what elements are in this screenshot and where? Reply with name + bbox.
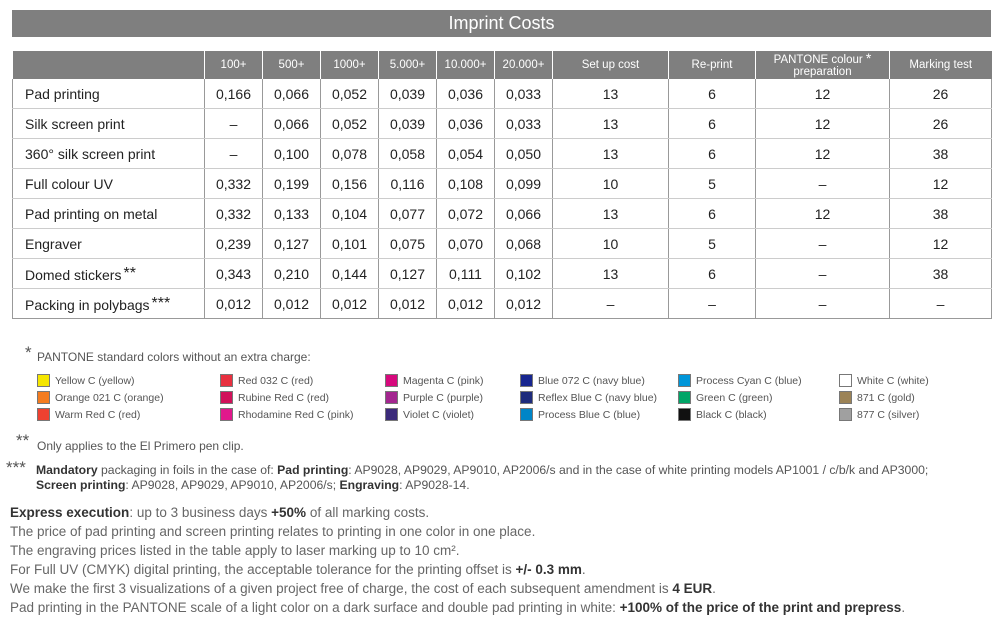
row-label [13,229,205,259]
row-label-text: Engraver [25,235,82,252]
table-cell: 0,012 [437,289,495,319]
table-row [13,259,992,289]
color-swatch-icon [220,391,233,404]
table-cell: – [756,289,890,319]
vis-t2: . [712,581,716,596]
pantone-swatch [220,389,354,406]
header-cell: Set up cost [553,51,669,79]
table-cell: 12 [756,139,890,169]
note-line: The engraving prices listed in the table apply to laser marking up to 10 cm². [10,543,460,558]
pantone-swatch [37,372,164,389]
vis-t1: We make the first 3 visualizations of a given project free of charge, the cost of each subsequent amendment is [10,581,673,596]
table-cell: 5 [669,229,756,259]
header-cell: 500+ [263,51,321,79]
pantone-swatch [839,372,929,389]
terms-notes [10,503,905,617]
table-cell: 0,066 [495,199,553,229]
table-row [13,199,992,229]
table-cell: 6 [669,199,756,229]
header-cell: 100+ [205,51,263,79]
table-cell: – [205,139,263,169]
swatch-label: Purple C (purple) [403,391,483,404]
header-cell: 5.000+ [379,51,437,79]
row-label-text: Pad printing on metal [25,205,158,222]
table-cell: 12 [756,79,890,109]
row-label [13,109,205,139]
row-label-text: 360° silk screen print [25,145,156,162]
table-cell: 0,099 [495,169,553,199]
table-cell: 0,111 [437,259,495,289]
swatch-label: Violet C (violet) [403,408,474,421]
table-row [13,169,992,199]
table-cell: 0,108 [437,169,495,199]
row-label [13,169,205,199]
note3-star: *** [6,458,26,477]
table-cell: 10 [553,169,669,199]
table-cell: 12 [890,169,992,199]
swatch-column [220,372,354,423]
table-cell: 0,156 [321,169,379,199]
note2-text: Only applies to the El Primero pen clip. [37,439,244,453]
swatch-label: Rubine Red C (red) [238,391,330,404]
color-swatch-icon [839,374,852,387]
row-label-text: Full colour UV [25,175,113,192]
swatch-label: Blue 072 C (navy blue) [538,374,645,387]
table-cell: 0,039 [379,109,437,139]
table-cell: – [756,169,890,199]
pad-t1: Pad printing in the PANTONE scale of a light color on a dark surface and double pad printing in white: [10,600,620,615]
note2-star: ** [16,431,30,450]
packaging-note-b1: Mandatory [36,463,98,477]
table-cell: 0,075 [379,229,437,259]
table-cell: 38 [890,139,992,169]
table-cell: 12 [756,199,890,229]
swatch-column [839,372,929,423]
table-cell: – [890,289,992,319]
swatch-label: Orange 021 C (orange) [55,391,164,404]
swatch-label: Process Cyan C (blue) [696,374,802,387]
color-swatch-icon [385,408,398,421]
swatch-label: 871 C (gold) [857,391,915,404]
visualization-line [10,579,905,598]
express-b1: Express execution [10,505,130,520]
table-cell: 0,072 [437,199,495,229]
color-swatch-icon [839,408,852,421]
color-swatch-icon [678,391,691,404]
express-t2: of all marking costs. [306,505,430,520]
color-swatch-icon [520,391,533,404]
table-cell: 0,039 [379,79,437,109]
pantone-swatch [678,389,802,406]
note-line: The price of pad printing and screen printing relates to printing in one color in one place. [10,524,536,539]
table-cell: 0,210 [263,259,321,289]
color-swatch-icon [37,391,50,404]
packaging-note-t1: packaging in foils in the case of: [97,463,278,477]
swatch-label: White C (white) [857,374,929,387]
packaging-note-t2: : AP9028, AP9029, AP9010, AP2006/s and in the case of white printing models AP1001 / c/b/k and AP3000; [348,463,929,477]
pantone-note-star: * [25,343,32,362]
uv-t2: . [581,562,586,577]
table-row [13,109,992,139]
pantone-swatch [37,406,164,423]
table-cell: 12 [890,229,992,259]
header-cell: Marking test [890,51,992,79]
color-swatch-icon [37,374,50,387]
table-cell: 0,052 [321,109,379,139]
table-cell: 6 [669,139,756,169]
header-pantone-line2: preparation [793,66,852,78]
color-swatch-icon [220,374,233,387]
uv-b1: +/- 0.3 mm [515,562,582,577]
swatch-label: Reflex Blue C (navy blue) [538,391,658,404]
color-swatch-icon [220,408,233,421]
color-swatch-icon [385,391,398,404]
swatch-label: Black C (black) [696,408,767,421]
table-cell: 13 [553,139,669,169]
pantone-note: PANTONE standard colors without an extra charge: [37,350,311,364]
table-cell: 0,104 [321,199,379,229]
table-cell: 0,332 [205,199,263,229]
swatch-column [678,372,802,423]
imprint-costs-table [12,51,992,319]
swatch-column [385,372,484,423]
table-cell: 0,012 [321,289,379,319]
table-cell: 0,077 [379,199,437,229]
pantone-swatch [520,406,657,423]
pantone-swatch [520,372,657,389]
table-cell: 0,078 [321,139,379,169]
swatch-label: Magenta C (pink) [403,374,484,387]
table-cell: 13 [553,259,669,289]
table-cell: – [756,229,890,259]
table-cell: 38 [890,259,992,289]
header-pantone-star: * [865,50,872,66]
table-row [13,289,992,319]
table-cell: 0,100 [263,139,321,169]
table-cell: 0,012 [379,289,437,319]
header-pantone-line1: PANTONE colour [773,54,863,66]
table-cell: 0,070 [437,229,495,259]
table-cell: 0,054 [437,139,495,169]
header-cell: Re-print [669,51,756,79]
table-cell: 0,050 [495,139,553,169]
pantone-swatch [520,389,657,406]
table-cell: – [669,289,756,319]
pad-t2: . [901,600,906,615]
express-t1: : up to 3 business days [129,505,272,520]
table-cell: 0,036 [437,109,495,139]
table-cell: 26 [890,79,992,109]
packaging-note-b2: Pad printing [277,463,349,477]
table-cell: – [553,289,669,319]
table-cell: 0,133 [263,199,321,229]
table-cell: 0,127 [263,229,321,259]
pad-line [10,598,905,617]
row-label-text: Silk screen print [25,115,125,132]
table-cell: 5 [669,169,756,199]
table-cell: 6 [669,109,756,139]
swatch-label: Yellow C (yellow) [55,374,135,387]
packaging-note [36,463,986,493]
uv-line [10,560,905,579]
packaging-note-t3: : AP9028, AP9029, AP9010, AP2006/s; [125,478,340,492]
swatch-label: Rhodamine Red C (pink) [238,408,354,421]
table-cell: 38 [890,199,992,229]
table-cell: – [756,259,890,289]
table-cell: 13 [553,109,669,139]
pantone-swatch [385,372,484,389]
pantone-swatch [839,389,929,406]
row-label-star: ** [123,264,136,282]
table-cell: 0,116 [379,169,437,199]
table-cell: 0,102 [495,259,553,289]
table-cell: – [205,109,263,139]
header-cell: 20.000+ [495,51,553,79]
color-swatch-icon [385,374,398,387]
row-label-text: Packing in polybags [25,296,150,313]
swatch-label: Warm Red C (red) [55,408,141,421]
pantone-swatch [678,372,802,389]
table-row [13,139,992,169]
swatch-column [37,372,164,423]
express-b2: +50% [271,505,307,520]
table-cell: 0,033 [495,79,553,109]
table-cell: 0,012 [495,289,553,319]
table-cell: 0,052 [321,79,379,109]
pantone-swatch [220,372,354,389]
color-swatch-icon [678,408,691,421]
swatch-label: Red 032 C (red) [238,374,314,387]
table-cell: 26 [890,109,992,139]
color-swatch-icon [520,408,533,421]
color-swatch-icon [520,374,533,387]
table-cell: 0,066 [263,79,321,109]
pantone-swatch [839,406,929,423]
color-swatch-icon [839,391,852,404]
packaging-note-t4: : AP9028-14. [399,478,470,492]
packaging-note-b3: Screen printing [36,478,126,492]
table-cell: 0,166 [205,79,263,109]
pantone-swatch [678,406,802,423]
row-label [13,259,205,289]
table-cell: 0,012 [205,289,263,319]
swatch-label: 877 C (silver) [857,408,920,421]
pantone-swatch [220,406,354,423]
express-line [10,503,905,522]
color-swatch-icon [37,408,50,421]
swatch-label: Green C (green) [696,391,773,404]
row-label [13,199,205,229]
table-row [13,229,992,259]
swatch-column [520,372,657,423]
table-cell: 0,058 [379,139,437,169]
row-label [13,139,205,169]
header-cell-pantone [756,51,890,79]
table-cell: 6 [669,259,756,289]
row-label-star: *** [151,294,171,312]
table-row [13,79,992,109]
table-cell: 0,144 [321,259,379,289]
color-swatch-icon [678,374,691,387]
pantone-swatch [385,406,484,423]
header-cell [13,51,205,79]
row-label [13,289,205,319]
table-cell: 0,033 [495,109,553,139]
pad-b1: +100% of the price of the print and prepress [619,600,902,615]
table-cell: 0,127 [379,259,437,289]
table-cell: 0,012 [263,289,321,319]
pantone-swatch [385,389,484,406]
table-cell: 0,101 [321,229,379,259]
table-cell: 0,343 [205,259,263,289]
header-cell: 1000+ [321,51,379,79]
table-cell: 0,066 [263,109,321,139]
uv-t1: For Full UV (CMYK) digital printing, the acceptable tolerance for the printing offset is [10,562,516,577]
table-cell: 6 [669,79,756,109]
table-cell: 0,068 [495,229,553,259]
table-cell: 12 [756,109,890,139]
page-title: Imprint Costs [12,10,991,37]
row-label-text: Domed stickers [25,266,122,283]
table-cell: 0,239 [205,229,263,259]
table-cell: 0,199 [263,169,321,199]
table-cell: 0,036 [437,79,495,109]
table-cell: 13 [553,79,669,109]
swatch-label: Process Blue C (blue) [538,408,641,421]
table-cell: 0,332 [205,169,263,199]
table-cell: 13 [553,199,669,229]
pantone-swatch [37,389,164,406]
row-label-text: Pad printing [25,85,100,102]
table-header-row [13,51,992,79]
row-label [13,79,205,109]
vis-b1: 4 EUR [672,581,713,596]
table-cell: 10 [553,229,669,259]
packaging-note-b4: Engraving [339,478,400,492]
header-cell: 10.000+ [437,51,495,79]
